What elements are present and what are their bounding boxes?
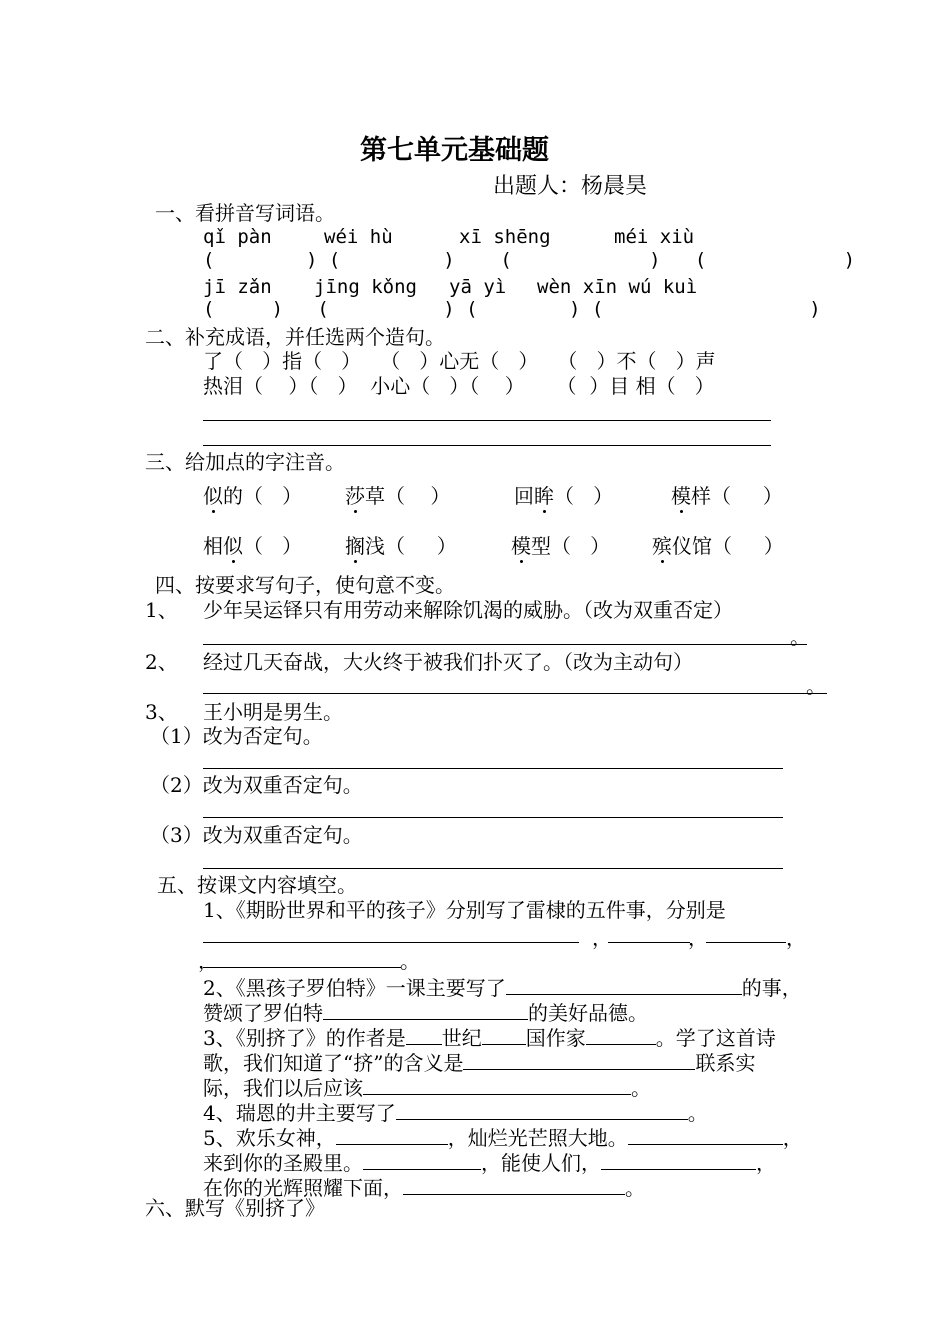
answer-blank[interactable] xyxy=(463,1049,695,1070)
page-title: 第七单元基础题 xyxy=(360,135,549,166)
answer-blank[interactable] xyxy=(363,1149,481,1170)
phonetic-item[interactable]: 回眸（ ） xyxy=(514,484,614,508)
answer-blank[interactable] xyxy=(406,1024,442,1045)
fill-q2: 2、《黑孩子罗伯特》一课主要写了 的事， xyxy=(203,976,802,1000)
phonetic-item[interactable]: 相似（ ） xyxy=(203,534,303,558)
section-5-heading: 五、按课文内容填空。 xyxy=(157,873,357,897)
pinyin-3: xī shēng xyxy=(459,226,551,248)
period: 。 xyxy=(806,674,826,698)
section-3-heading: 三、给加点的字注音。 xyxy=(145,450,345,474)
phonetic-item[interactable]: 莎草（ ） xyxy=(345,484,451,508)
sub-question: （3）改为双重否定句。 xyxy=(150,823,363,847)
answer-blank[interactable] xyxy=(336,1124,448,1145)
phonetic-item[interactable]: 模样（ ） xyxy=(671,484,783,508)
pinyin-6: jīng kǒng xyxy=(314,276,417,298)
question-text: 少年吴运铎只有用劳动来解除饥渴的威胁。（改为双重否定） xyxy=(203,598,733,622)
idiom-row-2[interactable]: 热泪（ ）（ ） 小心（ ）（ ） （ ）目 相（ ） xyxy=(203,374,715,398)
answer-line[interactable] xyxy=(203,445,771,446)
fill-q1: 1、《期盼世界和平的孩子》分别写了雷棣的五件事，分别是 xyxy=(203,898,726,922)
author-line: 出题人：杨晨昊 xyxy=(493,174,648,199)
question-number: 3、 xyxy=(145,700,178,724)
answer-blank[interactable] xyxy=(601,1149,756,1170)
answer-blank[interactable] xyxy=(482,1024,526,1045)
pinyin-4: méi xiù xyxy=(614,226,695,248)
answer-blank[interactable] xyxy=(363,1074,631,1095)
comma: ， xyxy=(592,926,612,950)
answer-line[interactable] xyxy=(608,942,690,943)
fill-q5: 5、欢乐女神， ，灿烂光芒照大地。 ， xyxy=(203,1126,803,1150)
answer-blank[interactable] xyxy=(628,1124,783,1145)
question-text: 王小明是男生。 xyxy=(203,700,343,724)
pinyin-1: qǐ pàn xyxy=(203,226,272,248)
paren-row-2[interactable]: ( ) ( ) ( ) ( ) xyxy=(203,298,821,320)
section-2-heading: 二、补充成语，并任选两个造句。 xyxy=(145,325,445,349)
idiom-row-1[interactable]: 了（ ）指（ ） （ ）心无（ ） （ ）不（ ）声 xyxy=(203,349,716,373)
phonetic-item[interactable]: 模型（ ） xyxy=(511,534,611,558)
answer-blank[interactable] xyxy=(403,1174,625,1195)
sub-question: （1）改为否定句。 xyxy=(150,724,323,748)
pinyin-8: wèn xīn wú kuì xyxy=(537,276,698,298)
answer-line[interactable] xyxy=(203,942,579,943)
answer-blank[interactable] xyxy=(396,1099,688,1120)
answer-blank[interactable] xyxy=(586,1024,656,1045)
answer-line[interactable] xyxy=(203,768,783,769)
answer-line[interactable] xyxy=(203,868,783,869)
question-number: 1、 xyxy=(145,598,178,622)
question-number: 2、 xyxy=(145,650,178,674)
fill-q2-cont: 赞颂了罗伯特 的美好品德。 xyxy=(203,1001,648,1025)
section-1-heading: 一、看拼音写词语。 xyxy=(155,201,335,225)
phonetic-item[interactable]: 搁浅（ ） xyxy=(345,534,457,558)
phonetic-item[interactable]: 似的（ ） xyxy=(203,484,303,508)
answer-line[interactable] xyxy=(706,942,786,943)
question-text: 经过几天奋战，大火终于被我们扑灭了。（改为主动句） xyxy=(203,650,693,674)
pinyin-2: wéi hù xyxy=(324,226,393,248)
period: 。 xyxy=(790,625,810,649)
fill-q5-cont: 来到你的圣殿里。 ，能使人们， ， xyxy=(203,1151,776,1175)
comma: ， xyxy=(786,926,806,950)
pinyin-5: jī zǎn xyxy=(203,276,272,298)
fill-q5-cont2: 在你的光辉照耀下面， 。 xyxy=(203,1176,645,1200)
fill-q3-cont2: 际，我们以后应该 。 xyxy=(203,1076,651,1100)
comma: ， xyxy=(198,949,218,973)
fill-q3-cont: 歌，我们知道了“挤”的含义是 联系实 xyxy=(203,1051,756,1075)
phonetic-item[interactable]: 殡仪馆（ ） xyxy=(652,534,784,558)
answer-line[interactable] xyxy=(203,693,827,694)
answer-line[interactable] xyxy=(203,644,807,645)
answer-blank[interactable] xyxy=(506,974,742,995)
fill-q3: 3、《别挤了》的作者是 世纪 国作家 。学了这首诗 xyxy=(203,1026,776,1050)
section-6-heading: 六、默写《别挤了》 xyxy=(145,1196,325,1220)
answer-line[interactable] xyxy=(203,420,771,421)
answer-blank[interactable] xyxy=(323,999,528,1020)
paren-row-1[interactable]: ( ) ( ) ( ) ( ) xyxy=(203,249,856,271)
period: 。 xyxy=(400,949,420,973)
answer-line[interactable] xyxy=(203,967,401,968)
comma: ， xyxy=(688,926,708,950)
sub-question: （2）改为双重否定句。 xyxy=(150,773,363,797)
fill-q4: 4、瑞恩的井主要写了 。 xyxy=(203,1101,708,1125)
section-4-heading: 四、按要求写句子，使句意不变。 xyxy=(155,573,455,597)
pinyin-7: yā yì xyxy=(449,276,507,298)
answer-line[interactable] xyxy=(203,817,783,818)
